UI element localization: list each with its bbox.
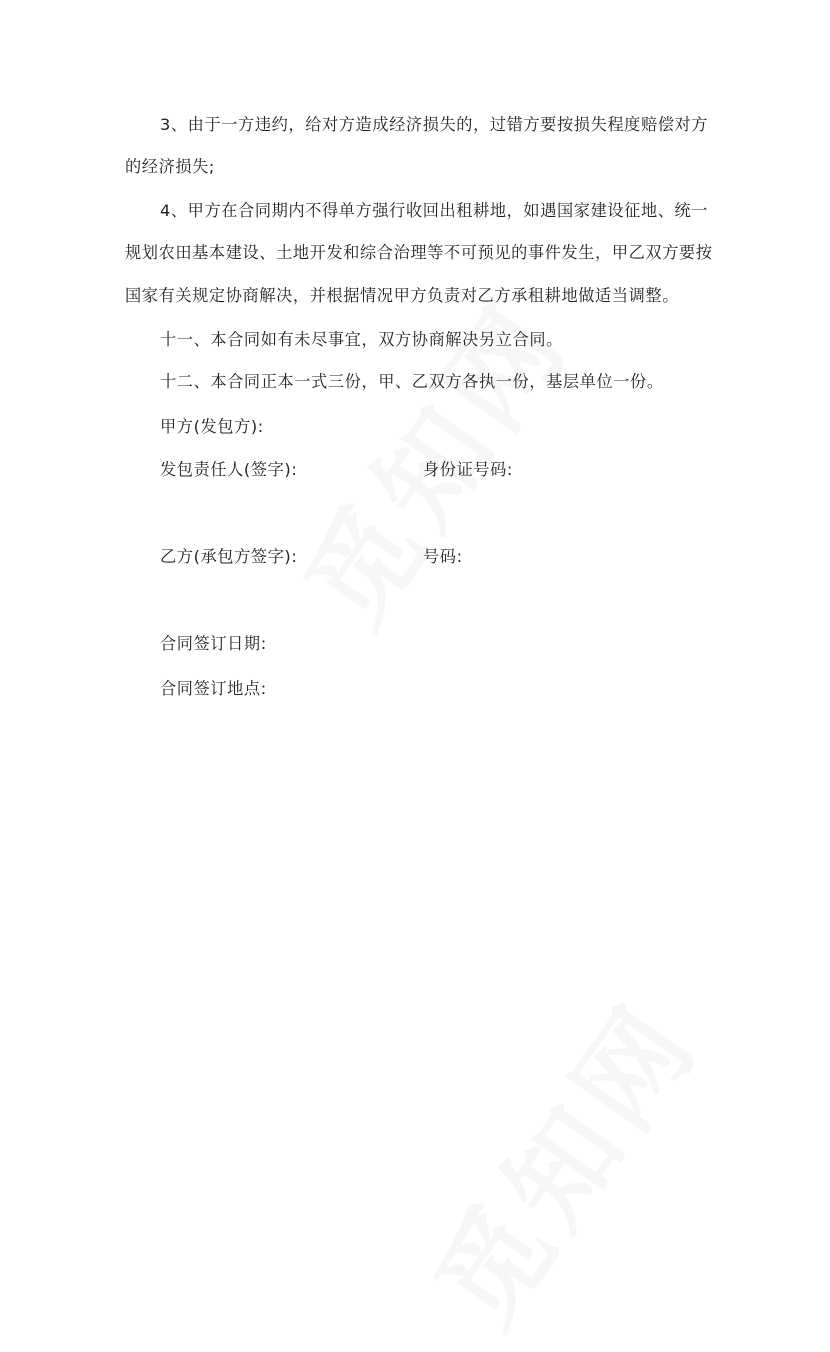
paragraph-line: 4、甲方在合同期内不得单方强行收回出租耕地，如遇国家建设征地、统一 <box>160 201 709 220</box>
party-a-person-label: 发包责任人(签字): <box>160 460 298 479</box>
id-number-label: 身份证号码: <box>423 460 513 479</box>
party-b-label: 乙方(承包方签字): <box>160 547 298 566</box>
clause-12: 十二、本合同正本一式三份，甲、乙双方各执一份，基层单位一份。 <box>160 372 664 391</box>
number-label: 号码: <box>423 547 463 566</box>
paragraph-line: 规划农田基本建设、土地开发和综合治理等不可预见的事件发生，甲乙双方要按 <box>125 243 713 262</box>
sign-place-label: 合同签订地点: <box>160 679 267 698</box>
paragraph-line: 的经济损失; <box>125 157 215 176</box>
clause-11: 十一、本合同如有未尽事宜，双方协商解决另立合同。 <box>160 330 563 349</box>
paragraph-line: 3、由于一方违约，给对方造成经济损失的，过错方要按损失程度赔偿对方 <box>160 115 709 134</box>
sign-date-label: 合同签订日期: <box>160 634 267 653</box>
party-a-label: 甲方(发包方): <box>160 417 264 436</box>
watermark-bottom <box>392 966 728 1352</box>
paragraph-line: 国家有关规定协商解决，并根据情况甲方负责对乙方承租耕地做适当调整。 <box>125 286 679 305</box>
watermark <box>262 266 598 652</box>
